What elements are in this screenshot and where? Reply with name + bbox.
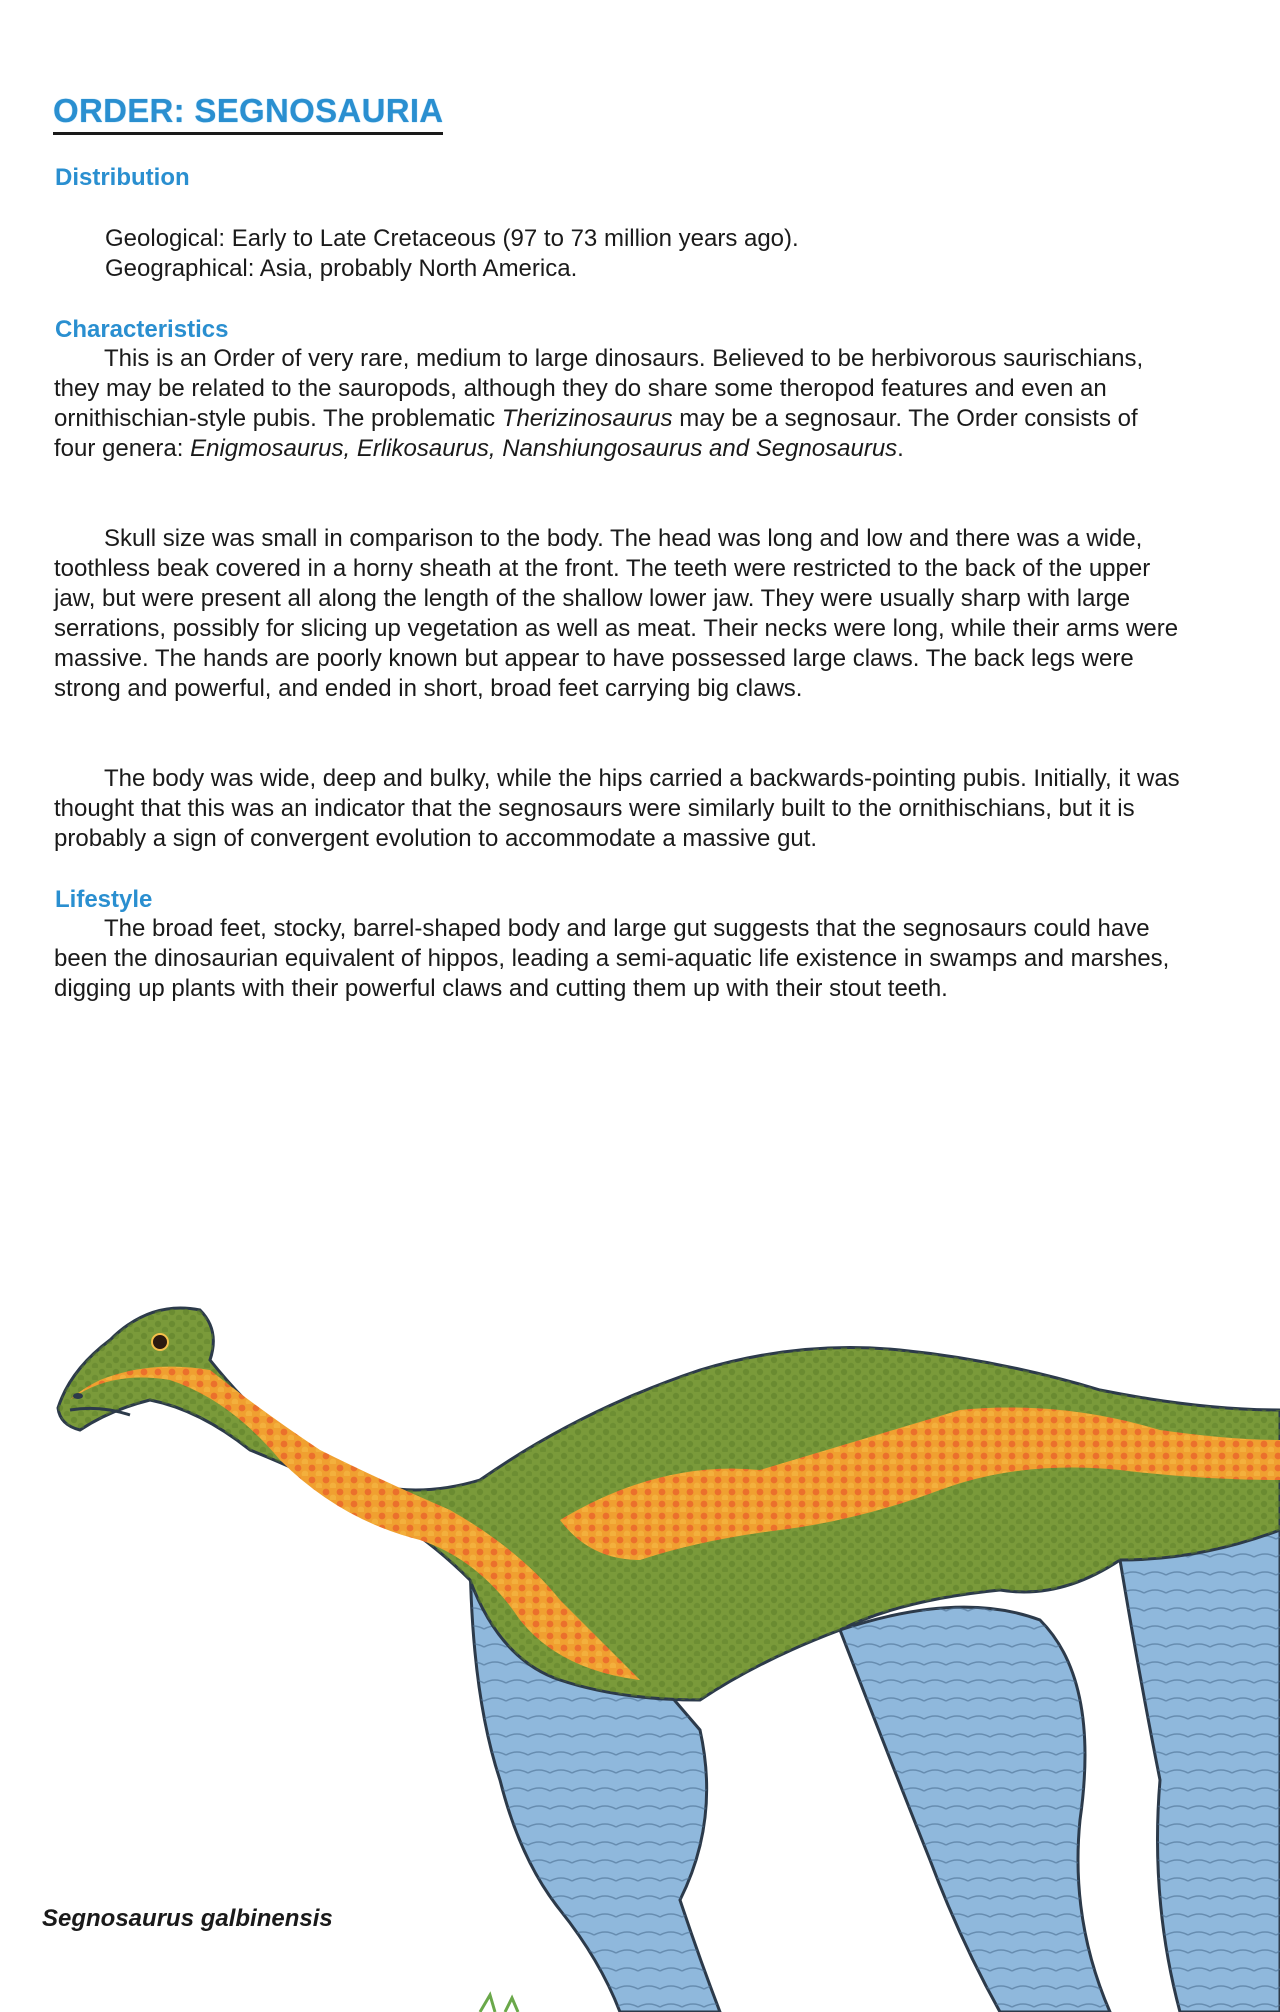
p1-text-a: This is an Order of very rare, medium to large dinosaurs. Believed to be herbivorous saurischians, they may be related to the sauropods, although they do share some theropod features and even an ornithischian-style pubis. The problematic: [54, 345, 1144, 432]
characteristics-heading: Characteristics: [55, 316, 229, 343]
characteristics-paragraph-2: Skull size was small in comparison to the body. The head was long and low and there was a wide, toothless beak covered in a horny sheath at the front. The teeth were restricted to the back of the upper jaw, but were present all along the length of the shallow lower jaw. They were usually sharp with large serrations, possibly for slicing up vegetation as well as meat. Their necks were long, while their arms were massive. The hands are poorly known but appear to have possessed large claws. The back legs were strong and powerful, and ended in short, broad feet carrying big claws.: [54, 525, 1179, 702]
p1-italic-a: Therizinosaurus: [501, 405, 673, 432]
p1-italic-b: Enigmosaurus, Erlikosaurus, Nanshiungosaurus and Segnosaurus: [190, 435, 898, 462]
illustration-caption: Segnosaurus galbinensis: [42, 1905, 333, 1932]
segnosaurus-illustration: [0, 1260, 1280, 2012]
dino-nostril: [73, 1393, 83, 1399]
geological-line: Geological: Early to Late Cretaceous (97 to 73 million years ago).: [105, 225, 799, 252]
p1-text-c: .: [897, 435, 904, 462]
geographical-line: Geographical: Asia, probably North America.: [105, 255, 578, 282]
lifestyle-heading: Lifestyle: [55, 886, 153, 913]
grass-tuft: [480, 1995, 518, 2012]
dino-eye: [152, 1334, 168, 1350]
characteristics-paragraph-1: [54, 344, 1184, 464]
p1-text-b: may be a segnosaur. The Order consists of four genera:: [54, 405, 1138, 462]
lifestyle-paragraph: The broad feet, stocky, barrel-shaped body and large gut suggests that the segnosaurs could have been the dinosaurian equivalent of hippos, leading a semi-aquatic life existence in swamps and marshes, digging up plants with their powerful claws and cutting them up with their stout teeth.: [54, 915, 1170, 1002]
distribution-heading: Distribution: [55, 164, 190, 191]
page-title: ORDER: SEGNOSAURIA: [53, 92, 443, 135]
characteristics-paragraph-3: The body was wide, deep and bulky, while the hips carried a backwards-pointing pubis. Initially, it was thought that this was an indicator that the segnosaurs were similarly built to the ornithischians, but it is probably a sign of convergent evolution to accommodate a massive gut.: [54, 765, 1180, 852]
